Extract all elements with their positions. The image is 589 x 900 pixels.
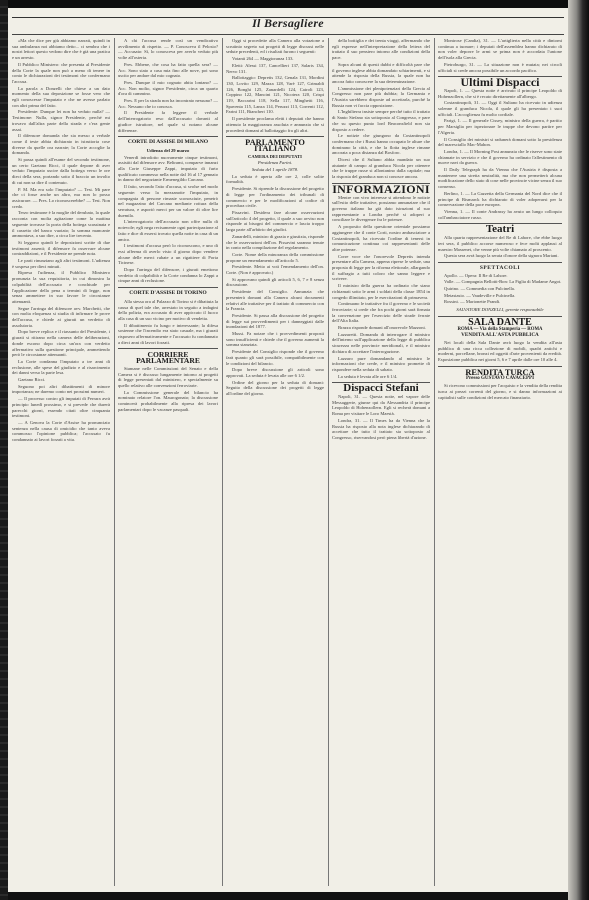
article-paragraph: Costantinopoli, 31. — Oggi il Sultano ha ricevuto in udienza solenne il granduca Nicola, il quale gli ha presentato i suoi ufficiali. L'accoglienza fu molto cordiale. xyxy=(438,100,562,117)
column-2 xyxy=(118,38,218,888)
article-paragraph: Brazza risponde domani all'onorevole Mazzoni. xyxy=(338,325,426,331)
article-paragraph: Segue l'arringa del difensore avv. Marchetti, che con molta eloquenza si studia di infirmare le prove dell'accusa, e chiede ai giurati un verdetto di assolutoria. xyxy=(12,305,110,328)
section-rule xyxy=(118,348,218,349)
ad-title-rendita-turca: RENDITA TURCA xyxy=(465,367,535,377)
ad-text: Si ricevono commissioni per l'acquisto e la vendita della rendita turca ai prezzi correnti del giorno, e si danno informazioni ai capitalisti sulle condizioni del mercato finanziario. xyxy=(438,383,562,400)
column-3 xyxy=(226,38,324,888)
article-paragraph: Dopo breve discussione gli articoli sono approvati. La seduta è levata alle ore 6 1/2. xyxy=(226,367,324,378)
article-paragraph: Lazzaro pure domandando al ministro le informazioni che crede, e il ministro promette di rispondere nella seduta di sabato. xyxy=(332,355,430,372)
column-separator xyxy=(328,38,329,886)
article-paragraph: Ballottaggio: Depretis 132, Genala 131, Mordini 130, Lovito 129, Mazza 128, Varè 127, Grimaldi 126, Bonghi 125, Zanardelli 124, Cairoli 123, Coppino 122, Mancini 121, Nicotera 120, Crispi 119, Baccarini 118, Sella 117, Minghetti 116, Spaventa 115, Lanza 114, Peruzzi 113, Correnti 112, Farini 111, Biancheri 110. xyxy=(226,75,324,115)
section-rule xyxy=(118,287,218,288)
scan-border-right xyxy=(568,0,589,900)
spettacoli-item: Quirino. — Commedia con Pulcinella. xyxy=(444,286,515,292)
column-separator xyxy=(434,38,435,886)
article-paragraph: Si passa quindi all'esame del secondo testimone, un certo Gaetano Ricci, il quale depone di aver veduto l'imputato uscire dalla bottega verso le ore dieci della sera, portando sotto il braccio un involto di cui non sa dire il contenuto. xyxy=(12,157,110,185)
spettacoli-heading: SPETTACOLI xyxy=(479,264,521,271)
article-paragraph: Stamane nelle Commissioni del Senato e della Camera si è discusso lungamente intorno ai progetti di legge presentati dal ministero, e specialmente su quello relativo alle convenzioni ferroviarie. xyxy=(118,365,218,388)
article-paragraph: Il dibattimento fu lungo e interessante; la difesa sostenne che l'incendio era stato casuale, ma i giurati risposero affermativamente e l'accusato fu condannato a dieci anni di lavori forzati. xyxy=(118,322,218,345)
article-paragraph: Si approvano quindi gli articoli 5, 6, 7 e 8 senza discussione. xyxy=(226,276,324,288)
article-paragraph: Dicesi che il Sultano abbia mandato un suo aiutante di campo al granduca Nicola per ottenere che le truppe russe si allontanino dalla capitale; ma la risposta del granduca non si conosce ancora. xyxy=(332,157,430,180)
article-paragraph: Votanti 264 — Maggioranza 133. xyxy=(232,56,294,62)
article-paragraph: Le notizie che giungono da Costantinopoli confermano che i Russi hanno occupato le alture che dominano la città, e che la flotta inglese rimane ancorata a poca distanza dal Bosforo. xyxy=(332,133,430,156)
article-paragraph: Vienna, 1. — Il conte Andrassy ha avuto un lungo colloquio coll'ambasciatore russo. xyxy=(438,208,562,220)
article-paragraph: La seduta è aperta alle ore 2, colle solite formalità. xyxy=(226,173,324,185)
article-paragraph: Oggi si procedette alla Camera alla votazione a scrutinio segreto sui progetti di legge discussi nelle sedute precedenti, ed i risultati furono i seguenti: xyxy=(226,38,324,55)
column-5 xyxy=(438,38,562,888)
article-paragraph: Eletti: Alessi 137, Cancellieri 137, Salaris 134, Nervo 131. xyxy=(226,62,324,74)
article-paragraph: Pres. E per la strada non ha incontrato nessuno? — Acc. Nessuno che io conosca. xyxy=(118,98,218,109)
article-paragraph: La parola a Donzelli che chiese a un dato momento della sua deposizione se fosse vero che egli conoscesse l'imputato e che ne avesse parlato con altri prima del fatto. xyxy=(12,85,110,108)
article-paragraph: Il Pubblico Ministero: che presenta al Presidente della Corte la quale non può a meno di tenere in conto le dichiarazioni dei testimoni che confermano l'accusa. xyxy=(12,61,110,84)
article-paragraph: Presidente del Consiglio risponde che il governo farà quanto gli sarà possibile, compatibilmente con le condizioni del bilancio. xyxy=(226,349,324,366)
article-paragraph: Corte. Nome della minoranza della commissione propone un emendamento all'articolo 5. xyxy=(226,251,324,263)
article-paragraph: Alla stessa ora al Palazzo di Torino si è dibattuta la causa di quel tale che, arrestato in seguito a indagini della polizia, era accusato di aver appiccato il fuoco alla casa di un suo vicino per motivo di vendetta. xyxy=(118,298,218,321)
article-paragraph: Pres. Dunque il mio cognato abita lontano? — Acc. Non molto, signor Presidente, circa un quarto d'ora di cammino. xyxy=(118,79,218,97)
article-paragraph: I testimoni d'accusa però lo riconoscono, e uno di essi afferma di averlo visto il giorno dopo vendere alcune delle merci rubate a un rigattiere di Porta Ticinese. xyxy=(118,243,218,266)
masthead-rule xyxy=(12,34,564,35)
column-4 xyxy=(332,38,430,888)
article-paragraph: Mentre con vivo interesse si attendono le notizie sull'esito delle trattative, possiamo annunziare che il governo italiano ha già dato istruzioni al suo rappresentante a Londra perché si adoperi a conciliare le divergenze fra le potenze. xyxy=(332,194,430,223)
binding-edge xyxy=(0,0,8,900)
section-heading: PARLAMENTO ITALIANO xyxy=(245,138,305,153)
article-paragraph: Ordine del giorno per la seduta di domani: Seguito della discussione dei progetti di legge all'ordine del giorno. xyxy=(226,379,324,397)
article-paragraph: La Commissione generale del bilancio ha nominato relatore l'on. Maurogonato; la discussione comincerà probabilmente alla ripresa dei lavori parlamentari dopo le vacanze pasquali. xyxy=(118,389,218,412)
spettacoli-item: Metastasio. — Vaudeville e Pulcinella. xyxy=(444,292,516,298)
article-paragraph: Zanardelli, ministro di grazia e giustizia, risponde che le osservazioni dell'on. Pissavini saranno tenute in conto nella compilazione del regolamento. xyxy=(226,233,324,251)
spettacoli-item: Valle. — Compagnia Bellotti-Bon: La Figlia di Madame Angot. xyxy=(444,279,562,285)
column-separator xyxy=(114,38,115,886)
section-heading: INFORMAZIONI xyxy=(332,181,430,196)
article-paragraph: Si leggono quindi le deposizioni scritte di due testimoni assenti; il difensore fa osservare alcune contraddizioni, e il Presidente ne prende nota. xyxy=(12,239,110,257)
spettacoli-item: Apollo. — Opera: Il Re di Lahore. xyxy=(444,272,508,278)
ad-text: Nei locali della Sala Dante avrà luogo la vendita all'asta pubblica di una ricca collezione di mobili, quadri antichi e moderni, porcellane, bronzi ed oggetti d'arte provenienti da eredità. Esposizione pubblica nei giorni 5, 6 e 7 aprile dalle ore 10 alle 4. xyxy=(438,339,562,363)
article-paragraph: Ripresa l'udienza, il Pubblico Ministero pronunzia la sua requisitoria, in cui dimostra la colpabilità dell'accusato e conchiude per l'applicazione della pena a termini di legge, non senza ammettere in suo favore le circostanze attenuanti. xyxy=(12,270,110,304)
section-heading: CORRIERE PARLAMENTARE xyxy=(136,350,200,366)
article-paragraph: A chi l'accusa rende così un vendicativo avvilimento di rispetto. — P. Conosceva il Pelosio? — Accusato: Sì, lo conosceva per averlo veduto più volte all'osteria. xyxy=(118,38,218,61)
article-paragraph: Il presidente proclama eletti i deputati che hanno ottenuto la maggioranza assoluta e annunzia che si procederà domani al ballottaggio fra gli altri. xyxy=(226,116,324,133)
article-paragraph: Montrose (Candia), 31. — L'artiglieria nella città e dintorni continua a tuonare; i deputati dell'assemblea hanno dichiarato di non voler deporre le armi se prima non è accordata l'unione dell'isola alla Grecia. xyxy=(438,38,562,61)
article-paragraph: della bottiglia e dei trenta viaggi, affermando che egli espresse nell'interpretazione della lettera del trattato il suo pensiero intorno alle condizioni della pace. xyxy=(332,38,430,61)
article-paragraph: Presidente. Si passa alla discussione del progetto di legge sui provvedimenti per i danneggiati dalle inondazioni del 1877. xyxy=(226,312,324,330)
section-subheading: CAMERA DEI DEPUTATI xyxy=(248,153,302,159)
article-paragraph: Gaetano Ricci. xyxy=(18,377,46,383)
section-rule xyxy=(438,366,562,367)
section-subheading: Udienza del 29 marzo xyxy=(146,147,190,153)
article-paragraph: Lazzaretti. Domanda di interrogare il ministro dell'interno sull'applicazione della legge di pubblica sicurezza nelle provincie meridionali, e il ministro dichiara di accettare l'interrogazione. xyxy=(332,331,430,354)
article-paragraph: Napoli, 1. — Questa notte è arrivato il principe Leopoldo di Hohenzollern, che si è recato direttamente all'albergo. xyxy=(438,87,562,99)
article-paragraph: — Il processo contro gli imputati di Ferrara avrà principio lunedì prossimo, e si prevede che durerà parecchi giorni, essendo citati oltre cinquanta testimoni. xyxy=(12,396,110,419)
article-paragraph: Corre voce che l'onorevole Depretis intenda presentare alla Camera, appena riprese le sedute, una proposta di legge per la riforma elettorale, allargando il suffragio a tutti coloro che sanno leggere e scrivere. xyxy=(332,253,430,282)
article-paragraph: — A Genova la Corte d'Assise ha pronunciato sentenza nella causa di omicidio che tanto aveva commosso l'opinione pubblica; l'accusato fu condannato ai lavori forzati a vita. xyxy=(12,420,110,443)
article-paragraph: Londra, 1. — Il Morning Post annunzia che le riserve sono state chiamate in servizio e che il governo ha ordinato l'allestimento di nuove navi da guerra. xyxy=(438,148,562,166)
article-paragraph: L'interrogatorio dell'accusato non offre nulla di notevole; egli nega recisamente ogni partecipazione al fatto e dice di essersi trovato quella notte in casa di un amico. xyxy=(118,219,218,242)
article-paragraph: Berlino, 1. — La Gazzetta della Germania del Nord dice che il principe di Bismarck ha dichiarato di voler adoperarsi per la conservazione della pace europea. xyxy=(438,190,562,208)
section-rule xyxy=(118,136,218,137)
article-paragraph: Dopo l'arringa del difensore, i giurati emettono verdetto di colpabilità e la Corte condanna lo Zappi a cinque anni di reclusione. xyxy=(118,267,218,284)
gerente-signature: SALVATORE DONZELLI, gerente responsabile xyxy=(456,307,544,313)
newspaper-page xyxy=(8,8,568,892)
column-separator xyxy=(222,38,223,886)
article-paragraph: Dopo breve replica e il riassunto del Presidente, i giurati si ritirano nella camera delle deliberazioni, donde escono dopo circa un'ora con verdetto affermativo sulla questione principale, ammettendo però le circostanze attenuanti. xyxy=(12,329,110,358)
article-paragraph: Questa sera avrà luogo la serata d'onore della signora Mariani. xyxy=(444,253,559,259)
article-paragraph: Le parti rinunziano agli altri testimoni. L'udienza è sospesa per dieci minuti. xyxy=(12,258,110,269)
article-paragraph: Il Consiglio dei ministri si radunerà domani sotto la presidenza del maresciallo Mac-Mahon. xyxy=(438,136,562,148)
article-paragraph: A proposito della questione orientale possiamo aggiungere che il conte Corti, nostro ambasciatore a Costantinopoli, ha ricevuto l'ordine di tenersi in comunicazione continua coi rappresentanti delle altre potenze. xyxy=(332,224,430,252)
article-paragraph: Il fatto, secondo l'atto d'accusa, si svolse nel modo seguente: verso la mezzanotte l'imputato, in compagnia di persone rimaste sconosciute, penetrò nel magazzino del Carcano mediante rottura della serratura, e asportò merci per un valore di oltre lire duemila. xyxy=(118,184,218,218)
article-paragraph: L'Inghilterra insiste sempre perché tutto il trattato di Santo Stefano sia sottoposto al Congresso, e pare che su questo punto lord Beaconsfield non sia disposto a cedere. xyxy=(332,109,430,132)
article-paragraph: Il Presidente fa leggere il verbale dell'interrogatorio reso dall'accusato davanti al giudice istruttore, nel quale si notano alcune differenze. xyxy=(118,110,218,133)
section-meta: Seduta del 1 aprile 1878. xyxy=(251,167,299,173)
ad-subtitle: VENDITA ALL'ASTA PUBBLICA xyxy=(461,332,539,339)
section-heading: CORTE D'ASSISE DI TORINO xyxy=(129,290,207,297)
article-paragraph: La Corte condanna l'imputato a tre anni di reclusione, alle spese del giudizio e al risarcimento dei danni verso la parte lesa. xyxy=(12,358,110,376)
article-paragraph: L'ammissione dei plenipotenziari della Grecia al Congresso non pare più dubbia; la Germania e l'Austria sarebbero disposte ad accettarla, purché la Russia non vi faccia opposizione. xyxy=(332,85,430,108)
article-paragraph: Venerdì introdotto nuovamente cinque testimoni, assistiti dal difensore avv. Beltrami, comparve innanzi alla Corte Giuseppe Zappi, imputato di furto qualificato commesso nella notte dal 16 al 17 gennaio in danno del negoziante Ermenegildo Carcano. xyxy=(118,154,218,183)
section-meta: Presidenza Farini. xyxy=(257,160,293,166)
article-paragraph: Alla quarta rappresentazione del Re di Lahore, che ebbe luogo ieri sera, il pubblico accorse numeroso e fece molti applausi al maestro Massenet, che venne più volte chiamato al proscenio. xyxy=(438,235,562,252)
article-paragraph: Pietroburgo, 31. — La situazione non è mutata; nei circoli ufficiali si crede ancora possibile un accordo pacifico. xyxy=(438,61,562,73)
article-paragraph: Presidente: Dunque lei non ha veduto nulla? — Testimone: Nulla, signor Presidente, perché mi trovavo dall'altra parte della strada e c'era gente assai. xyxy=(12,109,110,132)
ad-subtitle: ROMA — Via della Stamperia — ROMA xyxy=(457,326,543,332)
article-paragraph: Parigi, 1. — Il generale Cissey, ministro della guerra, è partito per Marsiglia per ispezionare le truppe che devono partire per l'Algeria. xyxy=(438,118,562,135)
article-paragraph: Il ministro della guerra ha ordinato che siano richiamati sotto le armi i soldati della classe 1854 in congedo illimitato, per le esercitazioni di primavera. xyxy=(332,283,430,300)
column-1 xyxy=(12,38,110,888)
section-heading: Dispacci Stefani xyxy=(343,382,419,395)
article-paragraph: Il Daily Telegraph ha da Vienna che l'Austria è disposta a mantenere una stretta neutralità, ma che non permetterà alcuna modificazione dello stato di cose nelle provincie vicine senza il suo consenso. xyxy=(438,167,562,190)
masthead-title: Il Bersagliere xyxy=(252,16,324,30)
section-heading: CORTE DI ASSISE DI MILANO xyxy=(127,139,209,146)
article-paragraph: P. M. Ma era solo l'imputato? — Test. Mi pare che ci fosse anche un altro, ma non lo posso assicurare. — Pres. Lo riconoscerebbe? — Test. Non credo. xyxy=(12,186,110,209)
section-heading: Teatri xyxy=(485,223,515,236)
article-paragraph: Napoli, 31. — Questa notte, nel vapore delle Messaggerie, giunse qui da Alessandria il principe Leopoldo di Hohenzollern. Egli si recherà domani a Roma per visitare le Loro Maestà. xyxy=(332,394,430,417)
article-paragraph: Seguono poi altri dibattimenti di minore importanza; ne daremo conto nei prossimi numeri. xyxy=(12,383,110,395)
article-paragraph: Continuano le trattative fra il governo e le società ferroviarie; si crede che fra pochi giorni sarà firmata la convenzione per l'esercizio delle strade ferrate dell'Alta Italia. xyxy=(332,301,430,324)
article-paragraph: Terzo testimone è la moglie del derubato, la quale racconta con molta agitazione come la mattina seguente trovasse la porta della bottega scassinata e il cassetto del banco vuotato; la somma mancante ammontava, a suo dire, a circa lire trecento. xyxy=(12,210,110,239)
article-paragraph: Pissavini. Desidera fare alcune osservazioni sull'articolo 4 del progetto, il quale a suo avviso non risponde ai bisogni del commercio e lascia troppo larga parte all'arbitrio dei giudici. xyxy=(226,209,324,233)
section-rule xyxy=(438,262,562,263)
ad-title-sala-dante: SALA DANTE xyxy=(468,316,532,328)
ad-subtitle: Presso GUSTAVO CAVACEPPI xyxy=(465,376,535,382)
article-paragraph: Sopra alcuni di questi dubbi e difficoltà pare che il governo inglese abbia domandato schiarimenti, e si attende la risposta della Russia, la quale non ha ancora fatto conoscere la sua determinazione. xyxy=(332,61,430,84)
section-rule xyxy=(226,136,324,137)
article-paragraph: Il difensore domanda che sia messo a verbale come il teste abbia dichiarato in istruttoria cose diverse da quelle ora narrate; la Corte accoglie la domanda. xyxy=(12,133,110,156)
article-paragraph: «Ma che dice per giù abbiamo narrati, quindi in sua ambulanza noi abbiamo detto... ci sembra che i nostri lettori questo vedono dire che è già una pratica e un arresto. xyxy=(12,38,110,61)
article-paragraph: Pres. Ebbene, che cosa ha fatto quella sera? — Acc. Sono stato a casa mia fino alle nove, poi sono uscito per andare dal mio cognato. xyxy=(118,61,218,79)
article-paragraph: Londra, 31. — Il Times ha da Vienna che la Russia ha risposto alla nota inglese dichiarando di accettare che tutto il trattato sia sottoposto al Congresso, riservandosi però piena libertà d'azione. xyxy=(332,417,430,440)
article-paragraph: Presidente. Si riprende la discussione del progetto di legge per l'ordinamento dei tribunali di commercio e per le modificazioni al codice di procedura civile. xyxy=(226,186,324,209)
article-paragraph: Mussi. Fa notare che i provvedimenti proposti sono insufficienti e chiede che il governo aumenti la somma stanziata. xyxy=(226,331,324,348)
spettacoli-item: Rossini. — Marionette Prandi. xyxy=(444,299,501,305)
article-paragraph: Presidente. Metto ai voti l'emendamento dell'on. Corte. (Non è approvato.) xyxy=(226,264,324,276)
article-paragraph: La seduta è levata alle ore 6 1/4. xyxy=(338,373,398,379)
article-paragraph: Presidente del Consiglio. Annunzia che presenterà domani alla Camera alcuni documenti relativi alle trattative per il trattato di commercio con la Francia. xyxy=(226,289,324,312)
section-heading: Ultimi Dispacci xyxy=(460,75,540,90)
